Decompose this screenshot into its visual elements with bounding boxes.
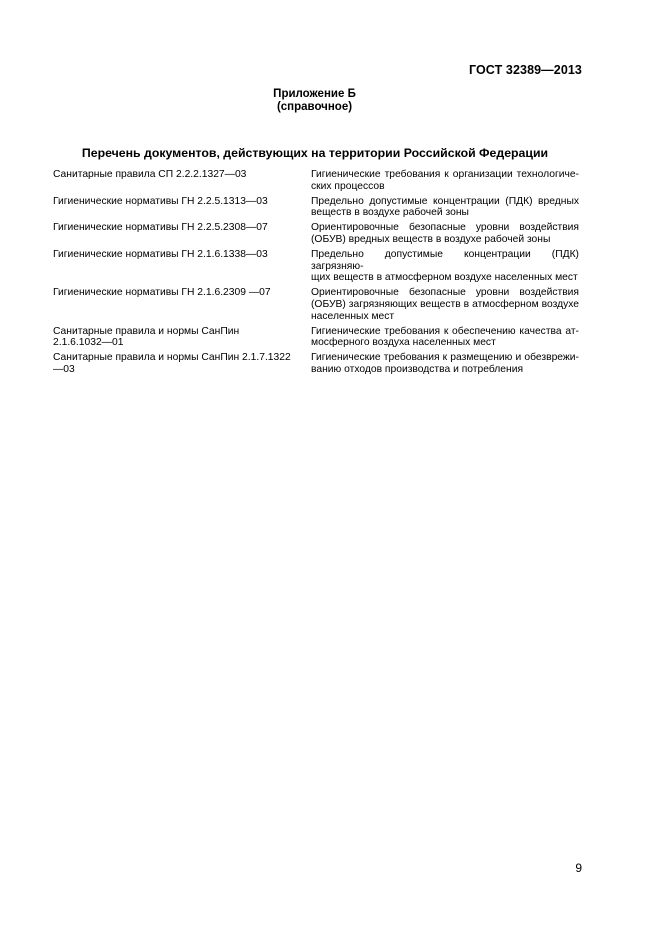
document-list-title: Перечень документов, действующих на территории Российской Федерации [81, 146, 549, 160]
document-name [53, 169, 311, 192]
document-description [311, 222, 579, 245]
document-description [311, 326, 579, 349]
document-name [53, 326, 311, 349]
document-description [311, 169, 579, 192]
document-name-line: —03 [53, 363, 75, 375]
document-row [53, 249, 579, 284]
document-description-line: Предельно допустимые концентрации (ПДК) вредных [311, 195, 579, 207]
document-description-line: щих веществ в атмосферном воздухе населенных мест [311, 272, 578, 284]
document-name-line: Санитарные правила и нормы СанПин 2.1.7.1322 [53, 352, 291, 364]
appendix-heading [0, 88, 629, 114]
document-name-line: Гигиенические нормативы ГН 2.1.6.2309 —07 [53, 287, 271, 299]
document-description-line: мосферного воздуха населенных мест [311, 337, 496, 349]
document-name-line: Гигиенические нормативы ГН 2.1.6.1338—03 [53, 249, 268, 261]
appendix-title: Приложение Б [273, 88, 356, 100]
document-name-line: Санитарные правила СП 2.2.2.1327—03 [53, 169, 247, 180]
document-row [53, 169, 579, 192]
document-description-line: веществ в воздухе рабочей зоны [311, 207, 469, 219]
page-number: 9 [575, 861, 582, 875]
document-name [53, 287, 311, 322]
document-row [53, 287, 579, 322]
document-name [53, 196, 311, 219]
document-description-line: Ориентировочные безопасные уровни воздействия [311, 287, 579, 299]
document-description [311, 287, 579, 322]
standard-code: ГОСТ 32389—2013 [468, 63, 582, 77]
appendix-subtitle: (справочное) [276, 101, 353, 113]
document-name [53, 222, 311, 245]
document-description-line: ских процессов [311, 180, 385, 192]
document-description [311, 352, 579, 375]
document-description-line: Гигиенические требования к организации технологиче- [311, 169, 579, 180]
document-list [53, 169, 579, 379]
document-name [53, 352, 311, 375]
document-name-line: Гигиенические нормативы ГН 2.2.5.2308—07 [53, 222, 268, 234]
document-row [53, 196, 579, 219]
document-description-line: ванию отходов производства и потребления [311, 363, 524, 375]
document-description-line: Предельно допустимые концентрации (ПДК) загрязняю- [311, 249, 579, 272]
document-row [53, 222, 579, 245]
document-description-line: Гигиенические требования к размещению и обезврежи- [311, 352, 579, 364]
document-description-line: (ОБУВ) вредных веществ в воздухе рабочей зоны [311, 233, 551, 245]
document-name-line: 2.1.6.1032—01 [53, 337, 124, 349]
document-description-line: Гигиенические требования к обеспечению качества ат- [311, 325, 579, 337]
document-name-line: Гигиенические нормативы ГН 2.2.5.1313—03 [53, 195, 268, 207]
document-description-line: (ОБУВ) загрязняющих веществ в атмосферном воздухе [311, 298, 579, 310]
document-row [53, 352, 579, 375]
document-name-line: Санитарные правила и нормы СанПин [53, 325, 240, 337]
document-description [311, 249, 579, 284]
document-description-line: Ориентировочные безопасные уровни воздействия [311, 222, 579, 234]
document-row [53, 326, 579, 349]
document-description-line: населенных мест [311, 310, 395, 322]
document-description [311, 196, 579, 219]
document-name [53, 249, 311, 284]
